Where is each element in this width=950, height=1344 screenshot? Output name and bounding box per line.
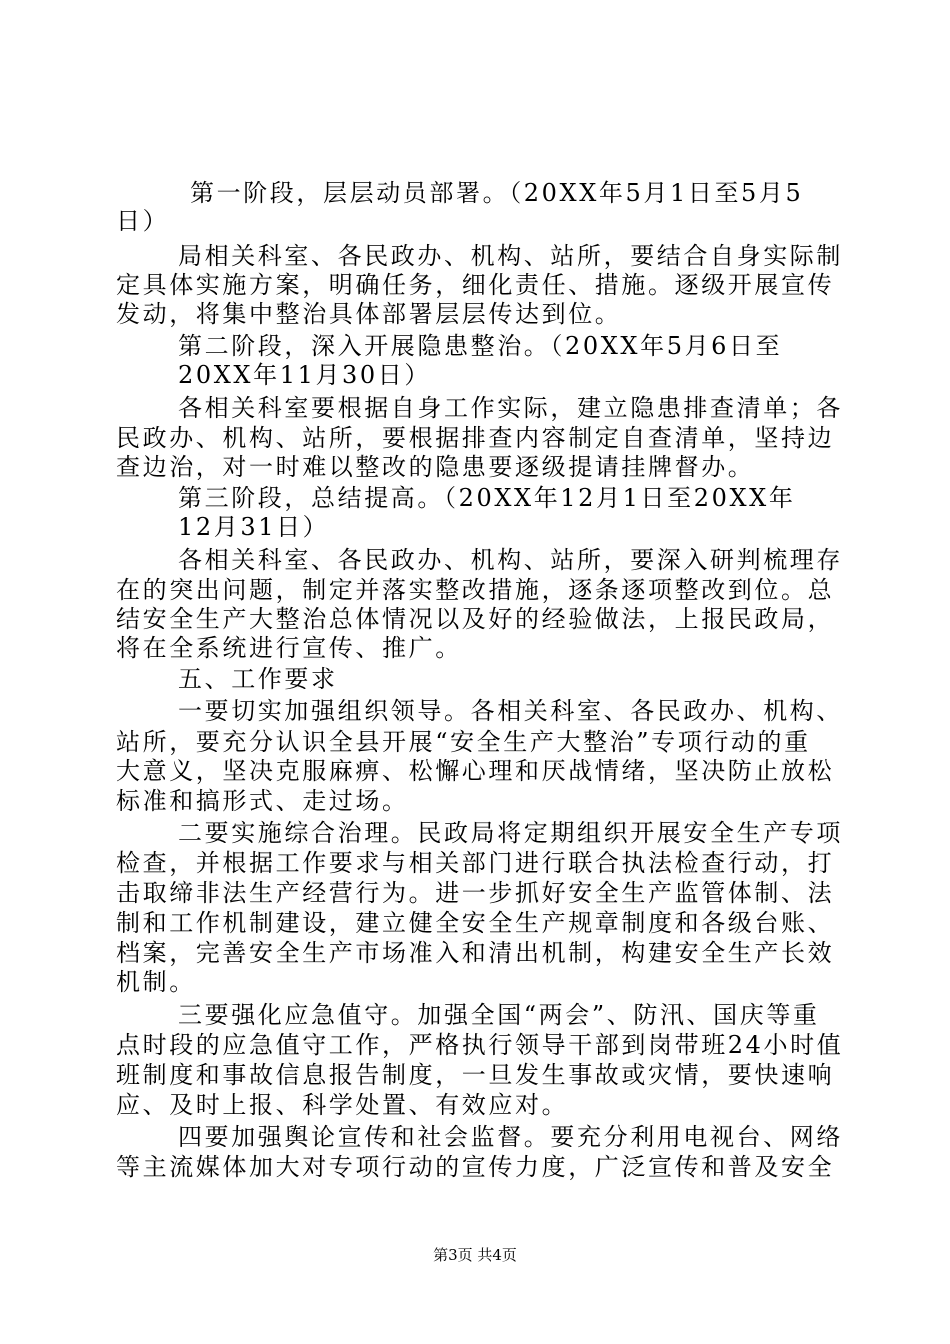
- body-line: 结安全生产大整治总体情况以及好的经验做法，上报民政局，: [116, 605, 835, 633]
- body-line: 标准和搞形式、走过场。: [116, 787, 409, 815]
- body-line: 发动，将集中整治具体部署层层传达到位。: [116, 300, 622, 328]
- body-line: 12月31日）: [178, 513, 330, 541]
- body-line: 查边治，对一时难以整改的隐患要逐级提请挂牌督办。: [116, 453, 755, 481]
- section-heading: 五、工作要求: [178, 665, 338, 693]
- body-line: 站所，要充分认识全县开展“安全生产大整治”专项行动的重: [116, 728, 811, 756]
- body-line: 等主流媒体加大对专项行动的宣传力度，广泛宣传和普及安全: [116, 1153, 835, 1181]
- body-line: 制和工作机制建设，建立健全安全生产规章制度和各级台账、: [116, 909, 835, 937]
- body-line: 四要加强舆论宣传和社会监督。要充分利用电视台、网络: [178, 1123, 843, 1151]
- body-line: 第三阶段，总结提高。（20XX年12月1日至20XX年: [178, 484, 796, 512]
- body-line: 在的突出问题，制定并落实整改措施，逐条逐项整改到位。总: [116, 576, 835, 604]
- body-line: 第二阶段，深入开展隐患整治。（20XX年5月6日至: [178, 332, 783, 360]
- body-line: 各相关科室、各民政办、机构、站所，要深入研判梳理存: [178, 546, 843, 574]
- body-line: 定具体实施方案，明确任务，细化责任、措施。逐级开展宣传: [116, 271, 835, 299]
- body-line: 20XX年11月30日）: [178, 361, 431, 389]
- body-line: 班制度和事故信息报告制度，一旦发生事故或灾情，要快速响: [116, 1061, 835, 1089]
- body-line: 击取缔非法生产经营行为。进一步抓好安全生产监管体制、法: [116, 879, 835, 907]
- body-line: 二要实施综合治理。民政局将定期组织开展安全生产专项: [178, 819, 843, 847]
- body-line: 日）: [116, 207, 170, 235]
- body-line: 大意义，坚决克服麻痹、松懈心理和厌战情绪，坚决防止放松: [116, 757, 835, 785]
- body-line: 局相关科室、各民政办、机构、站所，要结合自身实际制: [178, 242, 843, 270]
- body-line: 一要切实加强组织领导。各相关科室、各民政办、机构、: [178, 697, 843, 725]
- body-line: 将在全系统进行宣传、推广。: [116, 634, 462, 662]
- body-line: 民政办、机构、站所，要根据排查内容制定自查清单，坚持边: [116, 424, 835, 452]
- body-line: 点时段的应急值守工作，严格执行领导干部到岗带班24小时值: [116, 1031, 844, 1059]
- body-line: 第一阶段，层层动员部署。（20XX年5月1日至5月5: [190, 179, 804, 207]
- body-line: 机制。: [116, 968, 196, 996]
- page-number: 第3页 共4页: [433, 1246, 517, 1264]
- body-line: 应、及时上报、科学处置、有效应对。: [116, 1091, 569, 1119]
- body-line: 各相关科室要根据自身工作实际，建立隐患排查清单；各: [178, 394, 843, 422]
- body-line: 三要强化应急值守。加强全国“两会”、防汛、国庆等重: [178, 1001, 820, 1029]
- body-line: 检查，并根据工作要求与相关部门进行联合执法检查行动，打: [116, 849, 835, 877]
- body-line: 档案，完善安全生产市场准入和清出机制，构建安全生产长效: [116, 939, 835, 967]
